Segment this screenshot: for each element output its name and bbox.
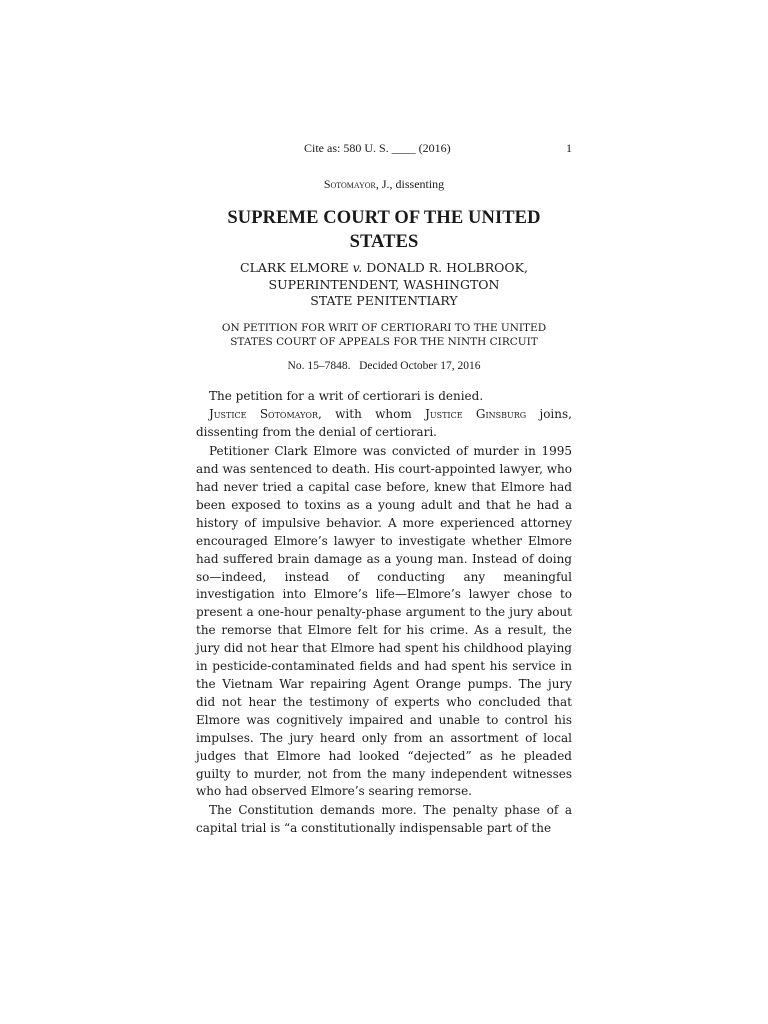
page-number: 1 xyxy=(566,141,572,155)
caption-line-1 xyxy=(196,260,572,277)
respondent-name: DONALD R. HOLBROOK, xyxy=(366,260,528,275)
paragraph-dissent-intro xyxy=(196,406,572,442)
caption-line-3: STATE PENITENTIARY xyxy=(310,293,458,308)
author-role: , J., dissenting xyxy=(375,177,445,191)
justice-ginsburg: Justice Ginsburg xyxy=(425,407,527,422)
opinion-author-line xyxy=(196,176,572,192)
petition-statement xyxy=(196,321,572,349)
petitioner-name: CLARK ELMORE xyxy=(240,260,349,275)
caption-line-2: SUPERINTENDENT, WASHINGTON xyxy=(268,276,500,292)
dissent-intro-text-1: , with whom xyxy=(318,407,426,422)
justice-sotomayor: Justice Sotomayor xyxy=(209,407,318,422)
citation: Cite as: 580 U. S. ____ (2016) xyxy=(304,141,451,155)
docket-number: No. 15–7848. xyxy=(287,359,351,372)
court-title: SUPREME COURT OF THE UNITED STATES xyxy=(227,208,541,252)
petition-line-1: ON PETITION FOR WRIT OF CERTIORARI TO THE UNITED xyxy=(221,321,547,334)
running-header xyxy=(196,140,572,156)
paragraph-constitution: The Constitution demands more. The penalty phase of a capital trial is “a constitutionally indispensable part of the xyxy=(196,803,572,836)
docket-line xyxy=(196,359,572,374)
paragraph-denial: The petition for a writ of certiorari is denied. xyxy=(209,388,484,403)
versus: v. xyxy=(352,260,363,275)
petition-line-2: STATES COURT OF APPEALS FOR THE NINTH CIRCUIT xyxy=(230,335,538,348)
opinion-body xyxy=(196,388,572,839)
decision-date: Decided October 17, 2016 xyxy=(359,359,481,372)
document-page xyxy=(196,140,572,839)
author-name: Sotomayor xyxy=(323,177,376,191)
paragraph-facts: Petitioner Clark Elmore was convicted of murder in 1995 and was sentenced to death. His court-appointed lawyer, who had never tried a capital case before, knew that Elmore had been exposed to toxins as a young adult and that he had a history of impulsive behavior. A more experienced attorney encouraged Elmore’s lawyer to investigate whether Elmore had suffered brain damage as a young man. Instead of doing so—indeed, instead of conducting any meaningful investigation into Elmore’s life—Elmore’s lawyer chose to present a one-hour penalty-phase argument to the jury about the remorse that Elmore felt for his crime. As a result, the jury did not hear that Elmore had spent his childhood playing in pesticide-contaminated fields and had spent his service in the Vietnam War repairing Agent Orange pumps. The jury did not hear the testimony of experts who concluded that Elmore was cognitively impaired and unable to control his impulses. The jury heard only from an assortment of local judges that Elmore had looked “dejected” as he pleaded guilty to murder, not from the many independent witnesses who had observed Elmore’s searing remorse. xyxy=(196,444,572,799)
dissent-intro-text-2: joins, dissenting from the denial of certiorari. xyxy=(196,407,572,440)
case-caption xyxy=(196,260,572,310)
